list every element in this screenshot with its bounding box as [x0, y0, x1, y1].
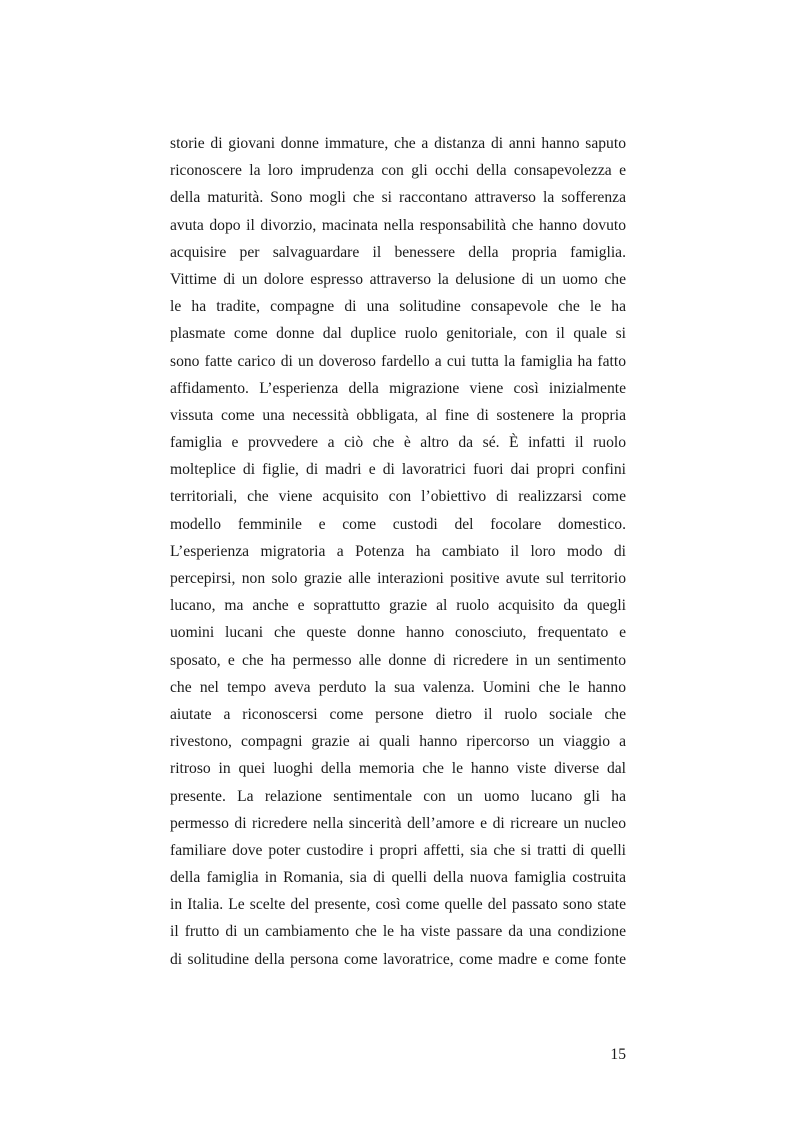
- text-line: familiare dove poter custodire i propri affetti, sia che si tratti di quelli: [170, 841, 626, 859]
- text-line: sono fatte carico di un doveroso fardello a cui tutta la famiglia ha fatto: [170, 352, 626, 370]
- text-line: storie di giovani donne immature, che a distanza di anni hanno saputo: [170, 135, 626, 152]
- text-line: lucano, ma anche e soprattutto grazie al ruolo acquisito da quegli: [170, 597, 626, 615]
- text-line: famiglia e provvedere a ciò che è altro da sé. È infatti il ruolo: [170, 434, 626, 452]
- text-line: molteplice di figlie, di madri e di lavoratrici fuori dai propri confini: [170, 461, 626, 479]
- page-number: 15: [610, 1046, 626, 1063]
- text-line: presente. La relazione sentimentale con un uomo lucano gli ha: [170, 787, 626, 805]
- text-line: L’esperienza migratoria a Potenza ha cambiato il loro modo di: [170, 542, 626, 560]
- text-line: in Italia. Le scelte del presente, così come quelle del passato sono state: [170, 896, 626, 914]
- text-line: di solitudine della persona come lavoratrice, come madre e come fonte: [170, 950, 626, 968]
- text-line: Vittime di un dolore espresso attraverso la delusione di un uomo che: [170, 270, 626, 288]
- body-paragraph: [170, 130, 626, 973]
- text-line: acquisire per salvaguardare il benessere della propria famiglia.: [170, 243, 626, 261]
- text-line: riconoscere la loro imprudenza con gli occhi della consapevolezza e: [170, 162, 626, 180]
- text-line: ritroso in quei luoghi della memoria che le hanno viste diverse dal: [170, 760, 626, 778]
- text-line: affidamento. L’esperienza della migrazione viene così inizialmente: [170, 379, 626, 397]
- text-line: permesso di ricredere nella sincerità dell’amore e di ricreare un nucleo: [170, 814, 626, 832]
- text-line: vissuta come una necessità obbligata, al fine di sostenere la propria: [170, 406, 626, 424]
- text-line: rivestono, compagni grazie ai quali hanno ripercorso un viaggio a: [170, 733, 626, 751]
- text-line: della famiglia in Romania, sia di quelli della nuova famiglia costruita: [170, 869, 626, 887]
- text-line: percepirsi, non solo grazie alle interazioni positive avute sul territorio: [170, 570, 626, 587]
- text-line: le ha tradite, compagne di una solitudine consapevole che le ha: [170, 298, 626, 316]
- text-line: il frutto di un cambiamento che le ha viste passare da una condizione: [170, 923, 626, 941]
- text-line: territoriali, che viene acquisito con l’obiettivo di realizzarsi come: [170, 488, 626, 506]
- text-line: avuta dopo il divorzio, macinata nella responsabilità che hanno dovuto: [170, 216, 626, 234]
- text-line: aiutate a riconoscersi come persone dietro il ruolo sociale che: [170, 705, 626, 723]
- text-line: plasmate come donne dal duplice ruolo genitoriale, con il quale si: [170, 325, 626, 343]
- text-line: uomini lucani che queste donne hanno conosciuto, frequentato e: [170, 624, 626, 642]
- text-line: della maturità. Sono mogli che si raccontano attraverso la sofferenza: [170, 189, 626, 207]
- text-line: sposato, e che ha permesso alle donne di ricredere in un sentimento: [170, 651, 626, 669]
- text-line: modello femminile e come custodi del focolare domestico.: [170, 515, 626, 533]
- text-line: che nel tempo aveva perduto la sua valenza. Uomini che le hanno: [170, 678, 626, 696]
